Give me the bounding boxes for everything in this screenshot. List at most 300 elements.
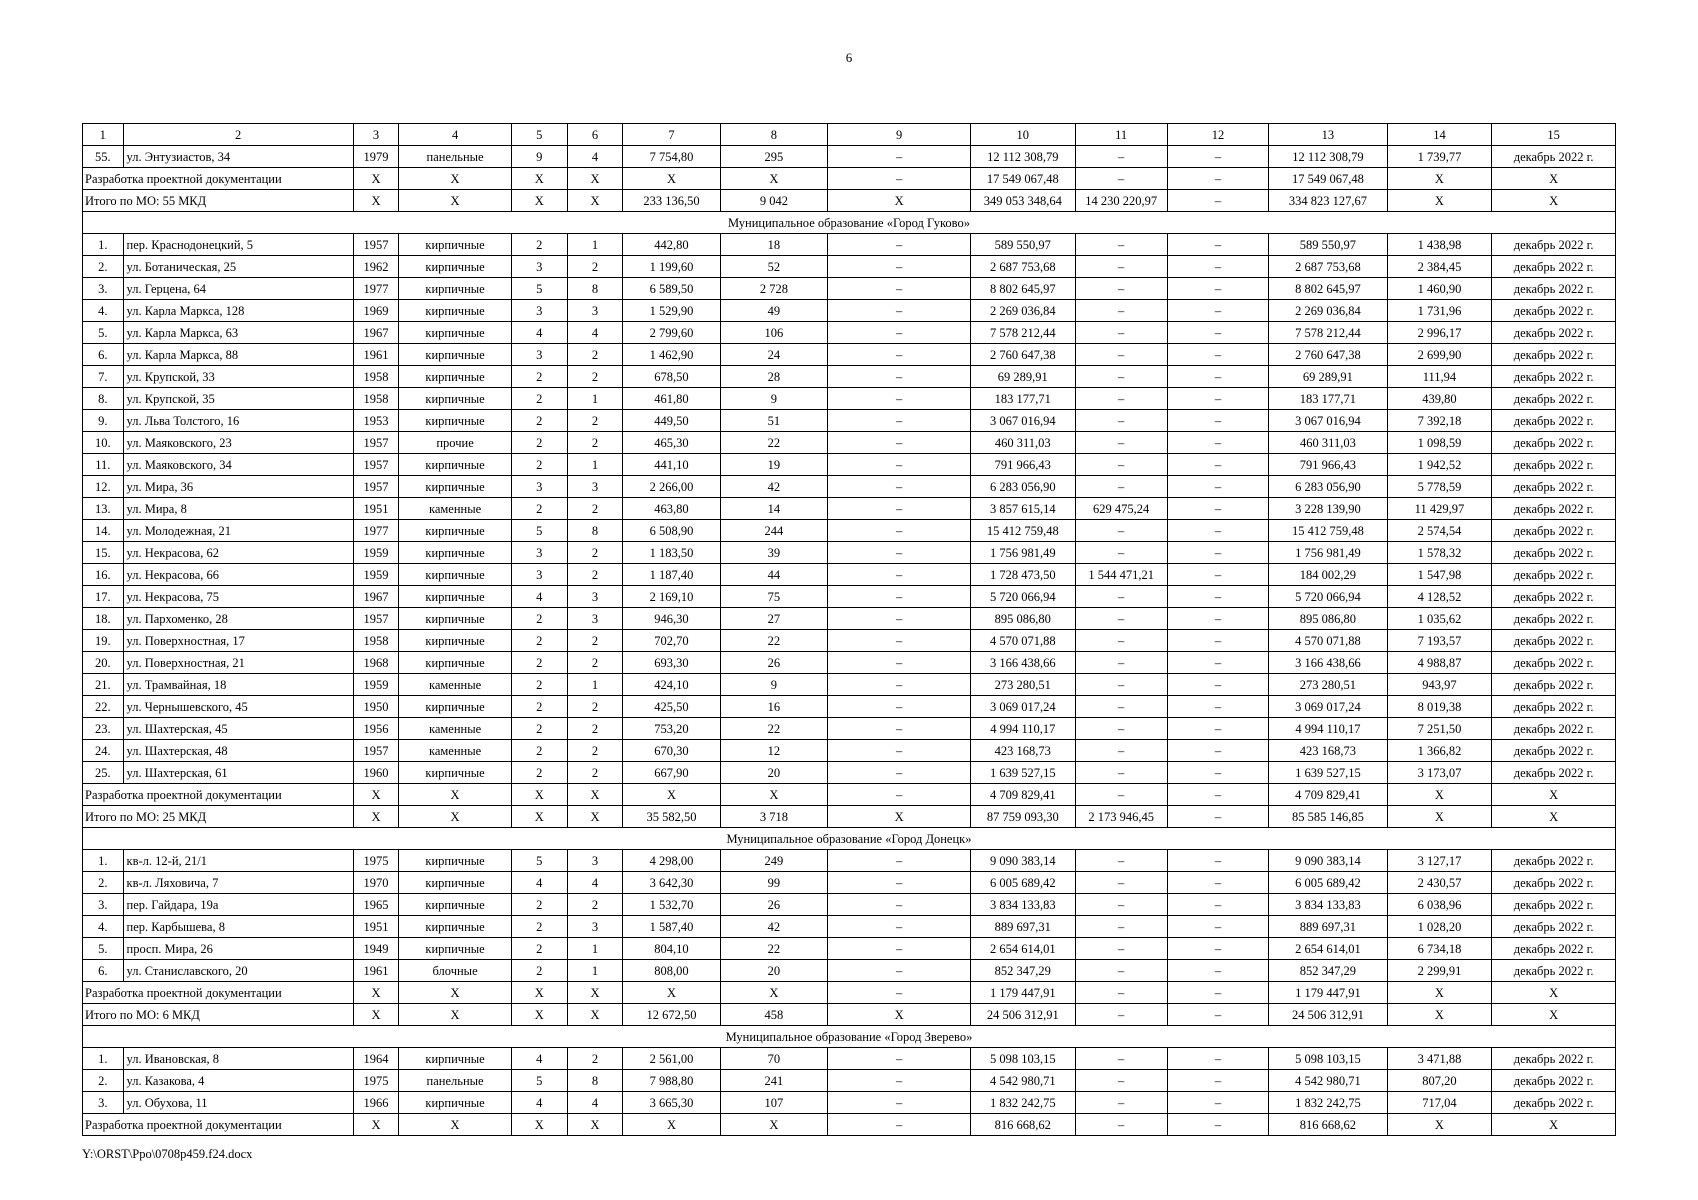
table-row bbox=[83, 234, 1616, 256]
data-cell: 28 bbox=[720, 366, 827, 388]
summary-cell: 334 823 127,67 bbox=[1269, 190, 1388, 212]
data-cell: – bbox=[1167, 476, 1268, 498]
summary-cell: 3 718 bbox=[720, 806, 827, 828]
data-cell: – bbox=[828, 1070, 971, 1092]
data-cell: 1951 bbox=[353, 916, 399, 938]
summary-cell: X bbox=[720, 982, 827, 1004]
data-cell: кирпичные bbox=[399, 520, 512, 542]
summary-cell: X bbox=[353, 982, 399, 1004]
data-cell: 4 542 980,71 bbox=[1269, 1070, 1388, 1092]
summary-cell: X bbox=[828, 190, 971, 212]
data-cell: 589 550,97 bbox=[971, 234, 1075, 256]
data-cell: 1968 bbox=[353, 652, 399, 674]
data-cell: 943,97 bbox=[1387, 674, 1491, 696]
table-row bbox=[83, 608, 1616, 630]
data-cell: декабрь 2022 г. bbox=[1492, 608, 1616, 630]
table-row bbox=[83, 476, 1616, 498]
data-cell: – bbox=[1075, 256, 1167, 278]
data-cell: 3 166 438,66 bbox=[1269, 652, 1388, 674]
data-cell: 7 578 212,44 bbox=[1269, 322, 1388, 344]
summary-cell: X bbox=[567, 806, 623, 828]
data-cell: 2 bbox=[567, 718, 623, 740]
table-row bbox=[83, 1092, 1616, 1114]
address-cell: пер. Краснодонецкий, 5 bbox=[123, 234, 353, 256]
summary-cell: X bbox=[399, 784, 512, 806]
data-cell: – bbox=[1167, 1048, 1268, 1070]
summary-cell: 233 136,50 bbox=[623, 190, 720, 212]
summary-cell: X bbox=[511, 982, 567, 1004]
data-cell: – bbox=[1167, 652, 1268, 674]
summary-label: Разработка проектной документации bbox=[83, 1114, 354, 1136]
column-number-cell: 14 bbox=[1387, 124, 1491, 146]
data-cell: 1957 bbox=[353, 608, 399, 630]
data-cell: 2 760 647,38 bbox=[1269, 344, 1388, 366]
row-number-cell: 11. bbox=[83, 454, 124, 476]
data-cell: 2 bbox=[511, 366, 567, 388]
data-cell: 2 687 753,68 bbox=[971, 256, 1075, 278]
data-cell: 1 832 242,75 bbox=[971, 1092, 1075, 1114]
data-cell: 2 bbox=[511, 894, 567, 916]
data-cell: 107 bbox=[720, 1092, 827, 1114]
data-cell: – bbox=[1075, 146, 1167, 168]
data-cell: 463,80 bbox=[623, 498, 720, 520]
data-cell: 1 756 981,49 bbox=[1269, 542, 1388, 564]
data-cell: – bbox=[1167, 366, 1268, 388]
data-cell: 20 bbox=[720, 960, 827, 982]
data-cell: 4 bbox=[511, 586, 567, 608]
data-cell: панельные bbox=[399, 1070, 512, 1092]
data-cell: – bbox=[828, 674, 971, 696]
summary-cell: 4 709 829,41 bbox=[1269, 784, 1388, 806]
summary-cell: X bbox=[511, 1114, 567, 1136]
data-cell: 2 bbox=[567, 498, 623, 520]
data-cell: – bbox=[1075, 278, 1167, 300]
address-cell: ул. Маяковского, 34 bbox=[123, 454, 353, 476]
data-cell: – bbox=[828, 608, 971, 630]
data-cell: 2 561,00 bbox=[623, 1048, 720, 1070]
summary-cell: 24 506 312,91 bbox=[971, 1004, 1075, 1026]
data-cell: 51 bbox=[720, 410, 827, 432]
data-cell: 5 098 103,15 bbox=[1269, 1048, 1388, 1070]
table-row bbox=[83, 520, 1616, 542]
data-cell: кирпичные bbox=[399, 1048, 512, 1070]
column-number-cell: 15 bbox=[1492, 124, 1616, 146]
data-cell: декабрь 2022 г. bbox=[1492, 1070, 1616, 1092]
data-cell: 1 739,77 bbox=[1387, 146, 1491, 168]
row-number-cell: 13. bbox=[83, 498, 124, 520]
data-cell: 52 bbox=[720, 256, 827, 278]
data-cell: 11 429,97 bbox=[1387, 498, 1491, 520]
summary-cell: X bbox=[511, 806, 567, 828]
address-cell: ул. Ивановская, 8 bbox=[123, 1048, 353, 1070]
data-cell: декабрь 2022 г. bbox=[1492, 850, 1616, 872]
data-cell: – bbox=[828, 630, 971, 652]
data-cell: – bbox=[828, 894, 971, 916]
table-row bbox=[83, 278, 1616, 300]
data-cell: декабрь 2022 г. bbox=[1492, 454, 1616, 476]
column-number-cell: 5 bbox=[511, 124, 567, 146]
row-number-cell: 3. bbox=[83, 1092, 124, 1114]
data-cell: 2 687 753,68 bbox=[1269, 256, 1388, 278]
data-cell: 7 392,18 bbox=[1387, 410, 1491, 432]
data-cell: 1 532,70 bbox=[623, 894, 720, 916]
data-cell: 2 574,54 bbox=[1387, 520, 1491, 542]
data-cell: 22 bbox=[720, 718, 827, 740]
data-cell: 3 bbox=[511, 564, 567, 586]
data-cell: декабрь 2022 г. bbox=[1492, 696, 1616, 718]
data-cell: – bbox=[1075, 1070, 1167, 1092]
row-number-cell: 1. bbox=[83, 1048, 124, 1070]
data-cell: 22 bbox=[720, 432, 827, 454]
column-number-cell: 9 bbox=[828, 124, 971, 146]
data-cell: декабрь 2022 г. bbox=[1492, 1048, 1616, 1070]
summary-cell: X bbox=[1387, 806, 1491, 828]
data-cell: – bbox=[1075, 938, 1167, 960]
data-cell: 7 193,57 bbox=[1387, 630, 1491, 652]
row-number-cell: 5. bbox=[83, 322, 124, 344]
data-cell: 852 347,29 bbox=[971, 960, 1075, 982]
summary-cell: 87 759 093,30 bbox=[971, 806, 1075, 828]
summary-cell: X bbox=[567, 784, 623, 806]
data-cell: 1 183,50 bbox=[623, 542, 720, 564]
data-cell: 1 460,90 bbox=[1387, 278, 1491, 300]
data-cell: 3 067 016,94 bbox=[971, 410, 1075, 432]
data-cell: – bbox=[1167, 234, 1268, 256]
data-cell: – bbox=[1167, 916, 1268, 938]
data-cell: 2 bbox=[511, 718, 567, 740]
data-cell: кирпичные bbox=[399, 564, 512, 586]
table-row bbox=[83, 388, 1616, 410]
summary-cell: 9 042 bbox=[720, 190, 827, 212]
address-cell: ул. Молодежная, 21 bbox=[123, 520, 353, 542]
data-cell: 2 bbox=[511, 410, 567, 432]
data-cell: – bbox=[1075, 410, 1167, 432]
summary-cell: X bbox=[399, 168, 512, 190]
column-number-cell: 3 bbox=[353, 124, 399, 146]
summary-cell: X bbox=[1387, 1004, 1491, 1026]
data-cell: – bbox=[1075, 366, 1167, 388]
data-cell: 9 bbox=[511, 146, 567, 168]
summary-label: Разработка проектной документации bbox=[83, 168, 354, 190]
data-cell: кирпичные bbox=[399, 476, 512, 498]
summary-cell: X bbox=[1492, 982, 1616, 1004]
data-cell: – bbox=[1075, 872, 1167, 894]
data-cell: кирпичные bbox=[399, 454, 512, 476]
data-cell: 2 996,17 bbox=[1387, 322, 1491, 344]
data-cell: 22 bbox=[720, 630, 827, 652]
summary-cell: 35 582,50 bbox=[623, 806, 720, 828]
data-cell: – bbox=[828, 542, 971, 564]
data-cell: 2 bbox=[511, 916, 567, 938]
data-cell: 3 665,30 bbox=[623, 1092, 720, 1114]
table-row bbox=[83, 696, 1616, 718]
data-cell: 2 760 647,38 bbox=[971, 344, 1075, 366]
data-cell: 16 bbox=[720, 696, 827, 718]
data-cell: декабрь 2022 г. bbox=[1492, 410, 1616, 432]
data-cell: 3 bbox=[511, 344, 567, 366]
data-cell: – bbox=[1167, 256, 1268, 278]
summary-cell: – bbox=[828, 168, 971, 190]
data-cell: 20 bbox=[720, 762, 827, 784]
summary-cell: X bbox=[720, 784, 827, 806]
data-cell: – bbox=[828, 850, 971, 872]
summary-cell: X bbox=[623, 982, 720, 1004]
summary-cell: X bbox=[623, 784, 720, 806]
row-number-cell: 55. bbox=[83, 146, 124, 168]
table-row bbox=[83, 256, 1616, 278]
summary-cell: X bbox=[353, 806, 399, 828]
summary-cell: 17 549 067,48 bbox=[971, 168, 1075, 190]
data-cell: 4 988,87 bbox=[1387, 652, 1491, 674]
data-cell: 1975 bbox=[353, 1070, 399, 1092]
summary-cell: X bbox=[399, 982, 512, 1004]
data-cell: 7 988,80 bbox=[623, 1070, 720, 1092]
table-row bbox=[83, 630, 1616, 652]
data-cell: 1961 bbox=[353, 960, 399, 982]
data-cell: 6 038,96 bbox=[1387, 894, 1491, 916]
summary-cell: 1 179 447,91 bbox=[971, 982, 1075, 1004]
data-cell: – bbox=[828, 410, 971, 432]
row-number-cell: 15. bbox=[83, 542, 124, 564]
repair-program-table bbox=[82, 123, 1616, 1136]
summary-cell: X bbox=[1492, 784, 1616, 806]
data-cell: 2 bbox=[511, 498, 567, 520]
data-cell: кирпичные bbox=[399, 256, 512, 278]
data-cell: – bbox=[828, 454, 971, 476]
data-cell: 3 834 133,83 bbox=[971, 894, 1075, 916]
data-cell: – bbox=[1075, 520, 1167, 542]
data-cell: – bbox=[828, 432, 971, 454]
data-cell: 3 127,17 bbox=[1387, 850, 1491, 872]
table-row bbox=[83, 740, 1616, 762]
summary-cell: X bbox=[399, 806, 512, 828]
data-cell: 6 734,18 bbox=[1387, 938, 1491, 960]
document-file-path: Y:\ORST\Ppo\0708p459.f24.docx bbox=[82, 1147, 253, 1161]
data-cell: 183 177,71 bbox=[971, 388, 1075, 410]
data-cell: 1969 bbox=[353, 300, 399, 322]
data-cell: – bbox=[828, 498, 971, 520]
row-number-cell: 1. bbox=[83, 234, 124, 256]
data-cell: 27 bbox=[720, 608, 827, 630]
column-number-cell: 13 bbox=[1269, 124, 1388, 146]
summary-row bbox=[83, 806, 1616, 828]
data-cell: – bbox=[1075, 916, 1167, 938]
data-cell: 1 578,32 bbox=[1387, 542, 1491, 564]
data-cell: 14 bbox=[720, 498, 827, 520]
data-cell: 1957 bbox=[353, 234, 399, 256]
data-cell: – bbox=[1167, 388, 1268, 410]
data-cell: 1959 bbox=[353, 674, 399, 696]
address-cell: пер. Карбышева, 8 bbox=[123, 916, 353, 938]
summary-cell: 14 230 220,97 bbox=[1075, 190, 1167, 212]
table-row bbox=[83, 894, 1616, 916]
section-title: Муниципальное образование «Город Гуково» bbox=[83, 212, 1616, 234]
data-cell: 753,20 bbox=[623, 718, 720, 740]
data-cell: 1977 bbox=[353, 278, 399, 300]
table-row bbox=[83, 916, 1616, 938]
data-cell: 1961 bbox=[353, 344, 399, 366]
data-cell: 889 697,31 bbox=[971, 916, 1075, 938]
summary-cell: – bbox=[1075, 982, 1167, 1004]
data-cell: – bbox=[828, 652, 971, 674]
data-cell: 1960 bbox=[353, 762, 399, 784]
summary-cell: 85 585 146,85 bbox=[1269, 806, 1388, 828]
data-cell: – bbox=[1167, 1092, 1268, 1114]
data-cell: 1957 bbox=[353, 476, 399, 498]
data-cell: – bbox=[1075, 674, 1167, 696]
data-cell: 424,10 bbox=[623, 674, 720, 696]
summary-cell: X bbox=[511, 168, 567, 190]
data-cell: 2 699,90 bbox=[1387, 344, 1491, 366]
data-cell: 2 299,91 bbox=[1387, 960, 1491, 982]
data-cell: кирпичные bbox=[399, 938, 512, 960]
data-cell: декабрь 2022 г. bbox=[1492, 542, 1616, 564]
data-cell: – bbox=[1167, 410, 1268, 432]
data-cell: 18 bbox=[720, 234, 827, 256]
data-cell: 2 bbox=[511, 960, 567, 982]
data-cell: 1965 bbox=[353, 894, 399, 916]
data-cell: 2 266,00 bbox=[623, 476, 720, 498]
data-cell: каменные bbox=[399, 740, 512, 762]
data-cell: – bbox=[1167, 608, 1268, 630]
data-cell: – bbox=[1167, 696, 1268, 718]
row-number-cell: 2. bbox=[83, 256, 124, 278]
data-cell: 2 bbox=[567, 630, 623, 652]
column-number-cell: 8 bbox=[720, 124, 827, 146]
data-cell: 249 bbox=[720, 850, 827, 872]
data-cell: кирпичные bbox=[399, 872, 512, 894]
data-cell: 7 754,80 bbox=[623, 146, 720, 168]
row-number-cell: 8. bbox=[83, 388, 124, 410]
data-cell: 9 090 383,14 bbox=[971, 850, 1075, 872]
summary-cell: X bbox=[828, 1004, 971, 1026]
row-number-cell: 16. bbox=[83, 564, 124, 586]
data-cell: 2 269 036,84 bbox=[1269, 300, 1388, 322]
data-cell: декабрь 2022 г. bbox=[1492, 278, 1616, 300]
summary-cell: 4 709 829,41 bbox=[971, 784, 1075, 806]
summary-cell: X bbox=[353, 168, 399, 190]
data-cell: 8 802 645,97 bbox=[971, 278, 1075, 300]
summary-row bbox=[83, 1114, 1616, 1136]
data-cell: 7 251,50 bbox=[1387, 718, 1491, 740]
data-cell: 423 168,73 bbox=[1269, 740, 1388, 762]
data-cell: 3 228 139,90 bbox=[1269, 498, 1388, 520]
data-cell: – bbox=[828, 366, 971, 388]
summary-cell: X bbox=[567, 190, 623, 212]
data-cell: 2 bbox=[511, 674, 567, 696]
data-cell: – bbox=[828, 1092, 971, 1114]
data-cell: декабрь 2022 г. bbox=[1492, 564, 1616, 586]
data-cell: – bbox=[828, 256, 971, 278]
data-cell: – bbox=[1167, 1070, 1268, 1092]
data-cell: – bbox=[1167, 432, 1268, 454]
data-cell: 3 471,88 bbox=[1387, 1048, 1491, 1070]
data-cell: – bbox=[1075, 476, 1167, 498]
row-number-cell: 2. bbox=[83, 1070, 124, 1092]
table-row bbox=[83, 300, 1616, 322]
data-cell: 629 475,24 bbox=[1075, 498, 1167, 520]
row-number-cell: 21. bbox=[83, 674, 124, 696]
summary-cell: 816 668,62 bbox=[971, 1114, 1075, 1136]
data-cell: 2 bbox=[511, 234, 567, 256]
summary-cell: – bbox=[1167, 784, 1268, 806]
data-cell: 4 bbox=[511, 1092, 567, 1114]
data-cell: 4 bbox=[511, 1048, 567, 1070]
data-cell: 423 168,73 bbox=[971, 740, 1075, 762]
summary-cell: 17 549 067,48 bbox=[1269, 168, 1388, 190]
data-cell: – bbox=[1167, 740, 1268, 762]
data-cell: 693,30 bbox=[623, 652, 720, 674]
summary-cell: X bbox=[1387, 982, 1491, 1004]
data-cell: – bbox=[1075, 1048, 1167, 1070]
data-cell: 1 529,90 bbox=[623, 300, 720, 322]
data-cell: 4 bbox=[511, 322, 567, 344]
data-cell: 678,50 bbox=[623, 366, 720, 388]
data-cell: 4 994 110,17 bbox=[971, 718, 1075, 740]
data-cell: – bbox=[828, 740, 971, 762]
data-cell: 19 bbox=[720, 454, 827, 476]
row-number-cell: 3. bbox=[83, 278, 124, 300]
data-cell: – bbox=[1167, 322, 1268, 344]
summary-cell: 1 179 447,91 bbox=[1269, 982, 1388, 1004]
data-cell: декабрь 2022 г. bbox=[1492, 960, 1616, 982]
data-cell: 4 bbox=[567, 322, 623, 344]
table-row bbox=[83, 960, 1616, 982]
summary-cell: X bbox=[720, 1114, 827, 1136]
data-cell: – bbox=[828, 938, 971, 960]
table-row bbox=[83, 762, 1616, 784]
data-cell: 889 697,31 bbox=[1269, 916, 1388, 938]
data-cell: 1 bbox=[567, 234, 623, 256]
data-cell: кирпичные bbox=[399, 894, 512, 916]
summary-cell: X bbox=[353, 1114, 399, 1136]
summary-cell: X bbox=[1492, 1114, 1616, 1136]
data-cell: 3 069 017,24 bbox=[971, 696, 1075, 718]
data-cell: – bbox=[828, 388, 971, 410]
data-cell: 1 728 473,50 bbox=[971, 564, 1075, 586]
data-cell: каменные bbox=[399, 674, 512, 696]
data-cell: 1 028,20 bbox=[1387, 916, 1491, 938]
data-cell: 2 269 036,84 bbox=[971, 300, 1075, 322]
data-cell: 4 570 071,88 bbox=[971, 630, 1075, 652]
summary-label: Итого по МО: 6 МКД bbox=[83, 1004, 354, 1026]
data-cell: 1 639 527,15 bbox=[1269, 762, 1388, 784]
data-cell: – bbox=[1075, 322, 1167, 344]
data-cell: декабрь 2022 г. bbox=[1492, 1092, 1616, 1114]
address-cell: ул. Обухова, 11 bbox=[123, 1092, 353, 1114]
column-number-cell: 7 bbox=[623, 124, 720, 146]
row-number-cell: 25. bbox=[83, 762, 124, 784]
data-cell: 1979 bbox=[353, 146, 399, 168]
data-cell: – bbox=[828, 696, 971, 718]
data-cell: 69 289,91 bbox=[1269, 366, 1388, 388]
data-cell: 2 bbox=[567, 410, 623, 432]
data-cell: – bbox=[828, 762, 971, 784]
data-cell: кирпичные bbox=[399, 234, 512, 256]
table-row bbox=[83, 322, 1616, 344]
data-cell: декабрь 2022 г. bbox=[1492, 234, 1616, 256]
data-cell: – bbox=[1167, 960, 1268, 982]
data-cell: кирпичные bbox=[399, 630, 512, 652]
data-cell: – bbox=[1075, 586, 1167, 608]
data-cell: 1950 bbox=[353, 696, 399, 718]
data-cell: 442,80 bbox=[623, 234, 720, 256]
data-cell: 1975 bbox=[353, 850, 399, 872]
data-cell: 1 587,40 bbox=[623, 916, 720, 938]
data-cell: декабрь 2022 г. bbox=[1492, 674, 1616, 696]
data-cell: – bbox=[1167, 850, 1268, 872]
data-cell: 42 bbox=[720, 476, 827, 498]
